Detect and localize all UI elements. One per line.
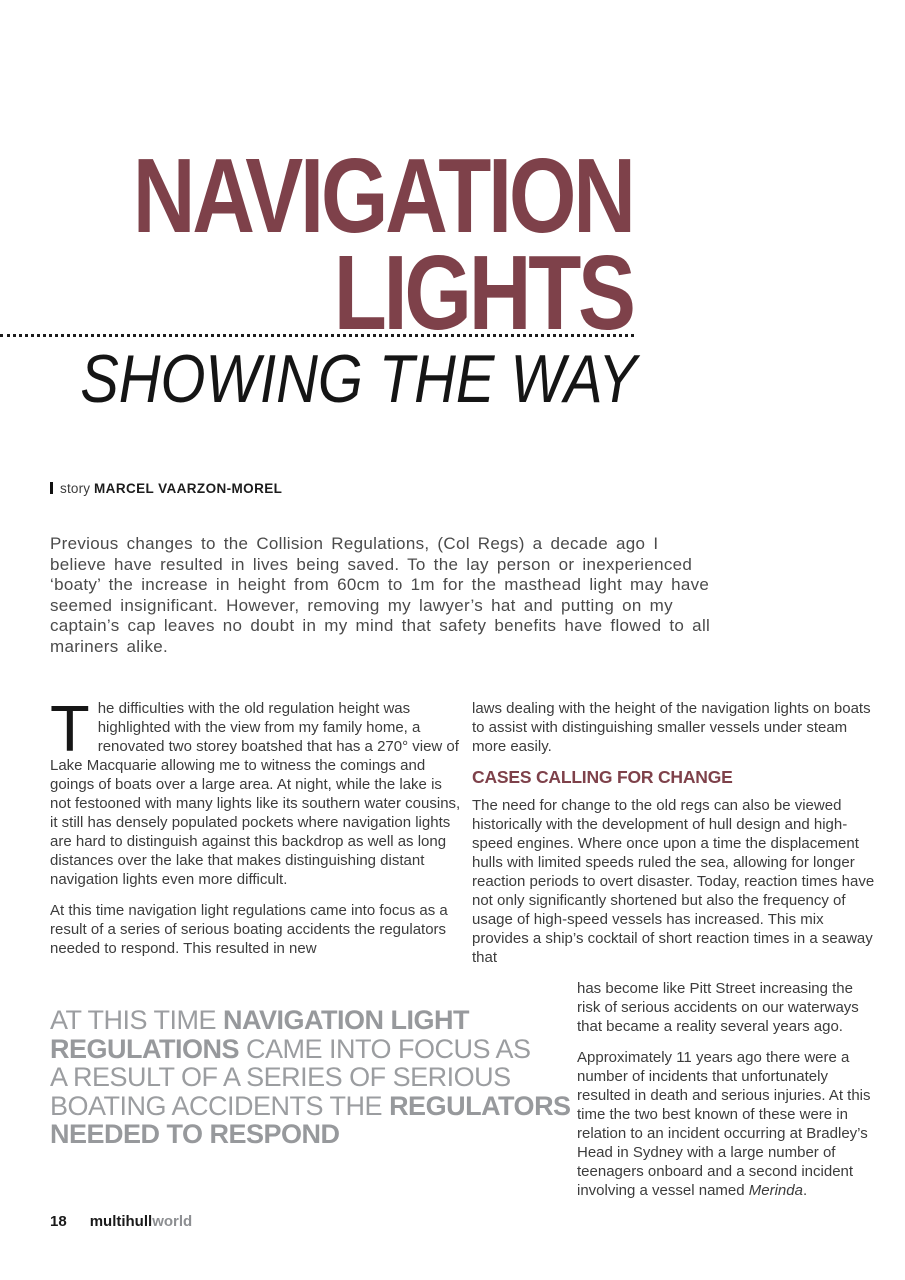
pull-quote-text-bold: REGULATORS bbox=[389, 1090, 571, 1121]
body-paragraph-text: he difficulties with the old regulation height was highlighted with the view from my family home, a renovated two storey boatshed that has a 270° view of Lake Macquarie allowing me to witness the comings and goings of boats over a large area. At night, while the lake is not festooned with many lights like its southern water cousins, it still has densely populated pockets where navigation lights are hard to distinguish against this backdrop as well as long distances over the lake that makes distinguishing distant navigation lights even more difficult. bbox=[50, 700, 461, 888]
pull-quote-text-bold: NEEDED TO RESPOND bbox=[50, 1119, 340, 1149]
section-heading: CASES CALLING FOR CHANGE bbox=[472, 767, 733, 787]
pull-quote-text: CAME INTO FOCUS AS bbox=[239, 1033, 531, 1064]
pull-quote-text-bold: NAVIGATION LIGHT bbox=[223, 1005, 470, 1035]
title-line-2: LIGHTS bbox=[333, 234, 633, 352]
magazine-name-light: world bbox=[152, 1213, 193, 1230]
intro-line: mariners alike. bbox=[50, 636, 169, 656]
pull-quote bbox=[50, 1005, 571, 1149]
pull-quote-text: A RESULT OF A SERIES OF SERIOUS bbox=[50, 1062, 511, 1092]
drop-cap: T bbox=[50, 692, 90, 765]
body-paragraph: has become like Pitt Street increasing the risk of serious accidents on our waterways that became a reality several years ago. bbox=[577, 980, 859, 1035]
body-column-left bbox=[50, 692, 466, 970]
pull-quote-line bbox=[50, 1063, 562, 1092]
byline-bar-icon bbox=[50, 482, 53, 494]
body-paragraph-text: . bbox=[802, 1182, 808, 1199]
pull-quote-text-bold: REGULATIONS bbox=[50, 1033, 239, 1064]
pull-quote-line bbox=[50, 1090, 571, 1121]
intro-line: seemed insignificant. However, removing my lawyer’s hat and putting on my bbox=[50, 595, 673, 615]
pull-quote-text: AT THIS TIME bbox=[50, 1005, 224, 1035]
title-line-1: NAVIGATION bbox=[133, 137, 633, 255]
pull-quote-line bbox=[50, 1120, 562, 1149]
body-paragraph: The need for change to the old regs can also be viewed historically with the development of hull design and high-speed engines. Where once upon a time the displacement hulls with limited speeds ruled the sea, allowing for longer reaction periods to overt disaster. Today, reaction times have not only significantly shortened but also the frequency of usage of high-speed vessels has increased. This mix provides a ship’s cocktail of short reaction times in a seaway that bbox=[472, 797, 875, 966]
intro-line: captain’s cap leaves no doubt in my mind that safety benefits have flowed to all bbox=[50, 616, 711, 636]
magazine-name-bold: multihull bbox=[89, 1213, 153, 1230]
page-footer bbox=[50, 1213, 192, 1230]
intro-line: ‘boaty’ the increase in height from 60cm to 1m for the masthead light may have bbox=[50, 575, 710, 595]
byline bbox=[50, 481, 282, 496]
intro-line: Previous changes to the Collision Regulations, (Col Regs) a decade ago I bbox=[50, 534, 659, 553]
pull-quote-line bbox=[50, 1006, 562, 1035]
pull-quote-text: BOATING ACCIDENTS THE bbox=[50, 1090, 390, 1121]
body-paragraph bbox=[577, 1048, 879, 1200]
body-paragraph-text: Approximately 11 years ago there were a number of incidents that unfortunately resulted in death and serious injuries. At this time the two best known of these were in relation to an incident occurring at Bradley’s Head in Sydney with a large number of teenagers onboard and a second incident involving a vessel named bbox=[577, 1049, 871, 1199]
wrapped-text-block bbox=[577, 979, 879, 1200]
page-number: 18 bbox=[50, 1213, 67, 1230]
dotted-divider bbox=[0, 334, 634, 337]
body-paragraph bbox=[50, 692, 466, 889]
article-title bbox=[23, 137, 633, 352]
author-name: MARCEL VAARZON-MOREL bbox=[94, 481, 283, 496]
article-subtitle: SHOWING THE WAY bbox=[80, 341, 637, 417]
pull-quote-line bbox=[50, 1035, 562, 1064]
intro-line: believe have resulted in lives being saved. To the lay person or inexperienced bbox=[50, 554, 693, 574]
vessel-name: Merinda bbox=[748, 1182, 803, 1199]
intro-paragraph bbox=[50, 534, 770, 658]
byline-label: story bbox=[60, 481, 91, 496]
body-paragraph: laws dealing with the height of the navigation lights on boats to assist with distinguishing smaller vessels under steam more easily. bbox=[472, 700, 871, 755]
body-paragraph: At this time navigation light regulations came into focus as a result of a series of serious boating accidents the regulators needed to respond. This resulted in new bbox=[50, 902, 448, 957]
